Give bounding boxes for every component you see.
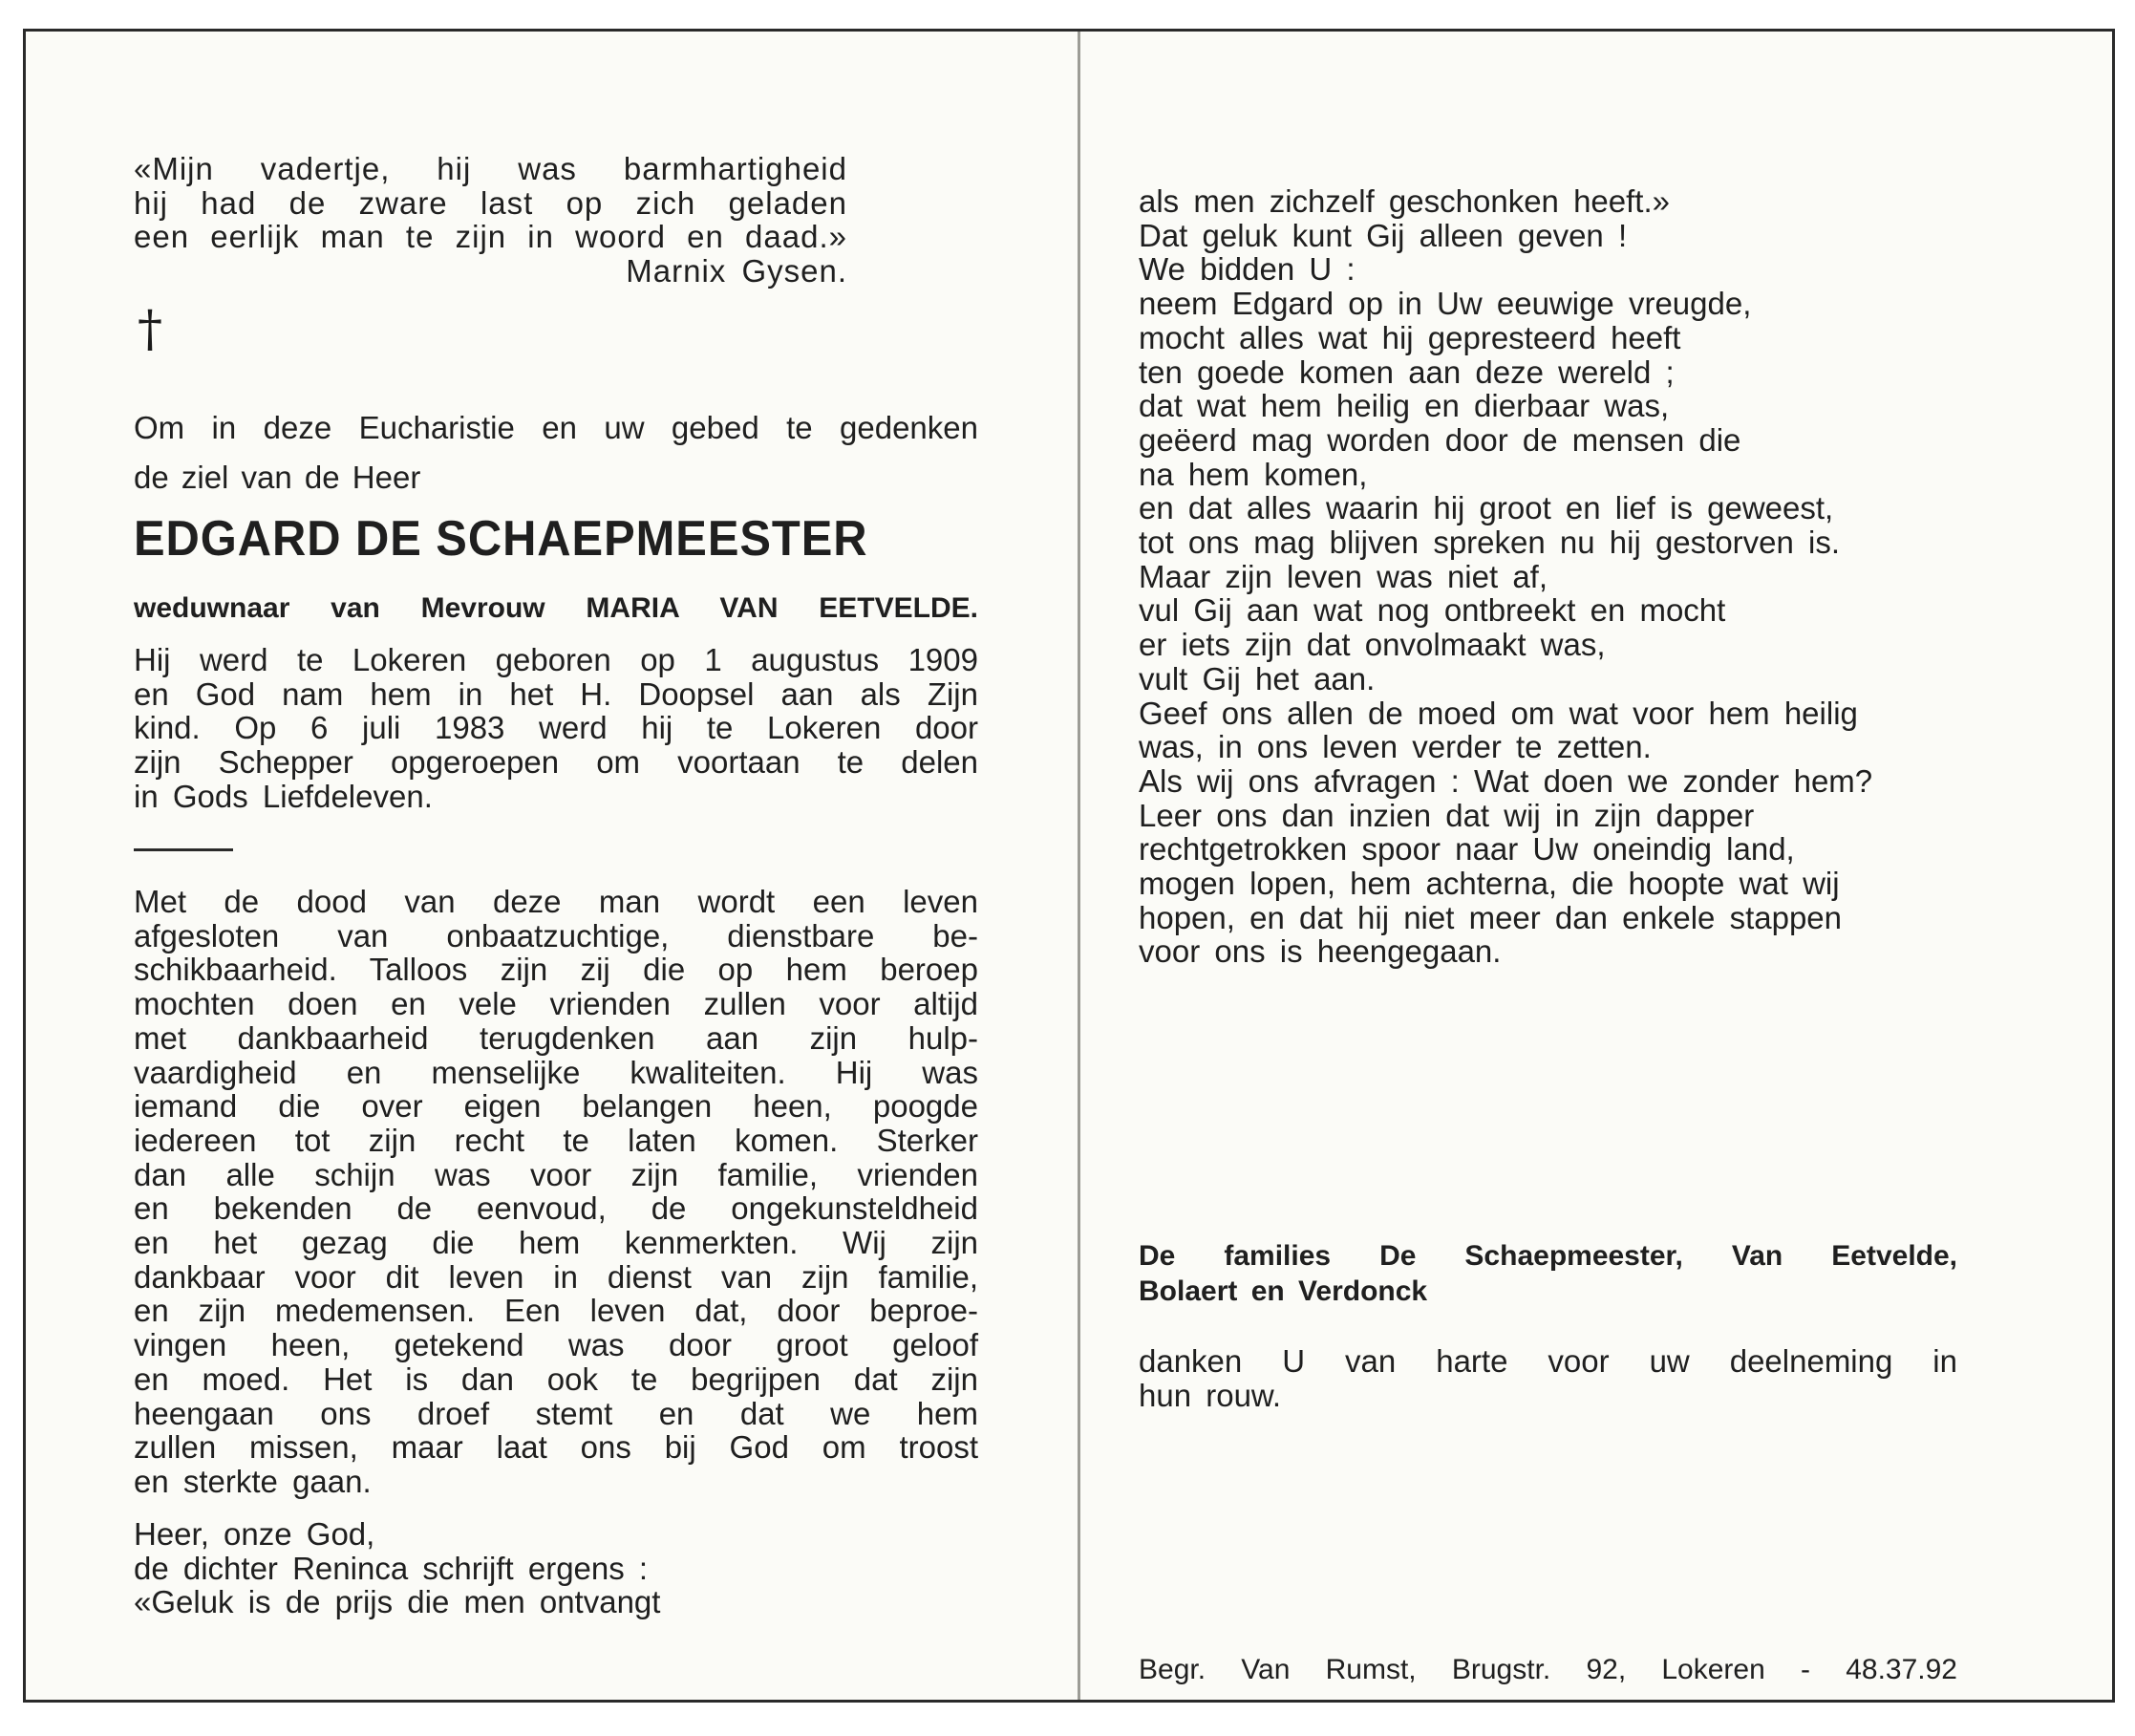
quote-line: een eerlijk man te zijn in woord en daad.» bbox=[134, 219, 847, 255]
card-fold bbox=[1078, 32, 1080, 1700]
prayer-line: mogen lopen, hem achterna, die hoopte wat wij bbox=[1139, 866, 1840, 902]
prayer-line: als men zichzelf geschonken heeft.» bbox=[1139, 183, 1670, 219]
prayer-line: Heer, onze God, bbox=[134, 1516, 375, 1552]
prayer-line: na hem komen, bbox=[1139, 456, 1368, 492]
eulogy-line: en bekenden de eenvoud, de ongekunsteldheid bbox=[134, 1190, 978, 1227]
prayer-line: vult Gij het aan. bbox=[1139, 660, 1376, 697]
widower-line: weduwnaar van Mevrouw MARIA VAN EETVELDE. bbox=[134, 592, 978, 624]
thanks-line: hun rouw. bbox=[1139, 1377, 1282, 1413]
prayer-continuation bbox=[1139, 184, 1957, 969]
cross-icon: † bbox=[138, 301, 162, 358]
eulogy-line: dan alle schijn was voor zijn familie, vrienden bbox=[134, 1156, 978, 1192]
eulogy-line: dankbaar voor dit leven in dienst van zijn familie, bbox=[134, 1258, 978, 1295]
eulogy-line: en sterkte gaan. bbox=[134, 1463, 372, 1499]
prayer-line: vul Gij aan wat nog ontbreekt en mocht bbox=[1139, 592, 1726, 629]
eulogy-line: zullen missen, maar laat ons bij God om troost bbox=[134, 1429, 978, 1466]
opening-quote bbox=[134, 152, 847, 289]
eulogy-line: iemand die over eigen belangen heen, poogde bbox=[134, 1088, 978, 1125]
eulogy-line: vingen heen, getekend was door groot geloof bbox=[134, 1327, 978, 1363]
eulogy bbox=[134, 885, 978, 1499]
prayer-line: Leer ons dan inzien dat wij in zijn dapper bbox=[1139, 797, 1755, 833]
prayer-line: en dat alles waarin hij groot en lief is geweest, bbox=[1139, 490, 1834, 526]
prayer-line: «Geluk is de prijs die men ontvangt bbox=[134, 1584, 661, 1620]
eulogy-line: heengaan ons droef stemt en dat we hem bbox=[134, 1395, 978, 1431]
prayer-line: hopen, en dat hij niet meer dan enkele stappen bbox=[1139, 899, 1843, 935]
prayer-start bbox=[134, 1517, 978, 1619]
prayer-line: geëerd mag worden door de mensen die bbox=[1139, 421, 1741, 458]
intro-line: Om in deze Eucharistie en uw gebed te gedenken bbox=[134, 410, 978, 445]
prayer-line: ten goede komen aan deze wereld ; bbox=[1139, 354, 1675, 390]
prayer-line: de dichter Reninca schrijft ergens : bbox=[134, 1550, 649, 1586]
section-divider bbox=[134, 848, 233, 851]
prayer-line: Maar zijn leven was niet af, bbox=[1139, 558, 1548, 594]
bio-line: Hij werd te Lokeren geboren op 1 augustus 1909 bbox=[134, 642, 978, 677]
thanks-text bbox=[1139, 1344, 1957, 1412]
eulogy-line: mochten doen en vele vrienden zullen voor altijd bbox=[134, 986, 978, 1022]
quote-line: «Mijn vadertje, hij was barmhartigheid bbox=[134, 151, 847, 186]
intro-line: de ziel van de Heer bbox=[134, 460, 421, 495]
printer-credit: Begr. Van Rumst, Brugstr. 92, Lokeren - 48.37.92 bbox=[1139, 1654, 1957, 1685]
right-page bbox=[1139, 32, 2018, 1700]
prayer-line: voor ons is heengegaan. bbox=[1139, 933, 1502, 970]
prayer-line: rechtgetrokken spoor naar Uw oneindig land, bbox=[1139, 831, 1795, 868]
eulogy-line: en het gezag die hem kenmerkten. Wij zijn bbox=[134, 1225, 978, 1261]
eulogy-line: schikbaarheid. Talloos zijn zij die op hem beroep bbox=[134, 952, 978, 988]
quote-author: Marnix Gysen. bbox=[626, 253, 847, 289]
prayer-line: was, in ons leven verder te zetten. bbox=[1139, 729, 1652, 765]
prayer-line: dat wat hem heilig en dierbaar was, bbox=[1139, 388, 1670, 424]
prayer-line: Geef ons allen de moed om wat voor hem heilig bbox=[1139, 695, 1858, 731]
quote-line: hij had de zware last op zich geladen bbox=[134, 184, 847, 221]
prayer-line: tot ons mag blijven spreken nu hij gestorven is. bbox=[1139, 525, 1841, 561]
eulogy-line: iedereen tot zijn recht te laten komen. Sterker bbox=[134, 1122, 978, 1158]
eulogy-line: vaardigheid en menselijke kwaliteiten. Hij was bbox=[134, 1054, 978, 1090]
eulogy-line: en zijn medemensen. Een leven dat, door beproe- bbox=[134, 1293, 978, 1329]
eulogy-line: Met de dood van deze man wordt een leven bbox=[134, 884, 978, 919]
prayer-line: neem Edgard op in Uw eeuwige vreugde, bbox=[1139, 286, 1752, 322]
prayer-line: mocht alles wat hij gepresteerd heeft bbox=[1139, 319, 1681, 355]
families-line: De families De Schaepmeester, Van Eetvelde, bbox=[1139, 1240, 1957, 1272]
eulogy-line: met dankbaarheid terugdenken aan zijn hulp- bbox=[134, 1019, 978, 1056]
bio-line: kind. Op 6 juli 1983 werd hij te Lokeren door bbox=[134, 710, 978, 746]
families-line: Bolaert en Verdonck bbox=[1139, 1275, 1428, 1307]
memorial-card bbox=[23, 29, 2115, 1703]
prayer-line: Dat geluk kunt Gij alleen geven ! bbox=[1139, 217, 1628, 253]
prayer-line: We bidden U : bbox=[1139, 251, 1356, 288]
biography bbox=[134, 643, 978, 814]
bio-line: in Gods Liefdeleven. bbox=[134, 778, 433, 814]
prayer-line: er iets zijn dat onvolmaakt was, bbox=[1139, 627, 1606, 663]
bio-line: en God nam hem in het H. Doopsel aan als Zijn bbox=[134, 675, 978, 712]
families-heading bbox=[1139, 1238, 1957, 1309]
bio-line: zijn Schepper opgeroepen om voortaan te delen bbox=[134, 744, 978, 781]
eulogy-line: en moed. Het is dan ook te begrijpen dat zijn bbox=[134, 1361, 978, 1397]
thanks-line: danken U van harte voor uw deelneming in bbox=[1139, 1343, 1957, 1379]
deceased-name: EDGARD DE SCHAEPMEESTER bbox=[134, 511, 868, 567]
eulogy-line: afgesloten van onbaatzuchtige, dienstbare be- bbox=[134, 917, 978, 954]
left-page bbox=[134, 32, 978, 1700]
prayer-line: Als wij ons afvragen : Wat doen we zonder hem? bbox=[1139, 762, 1873, 799]
